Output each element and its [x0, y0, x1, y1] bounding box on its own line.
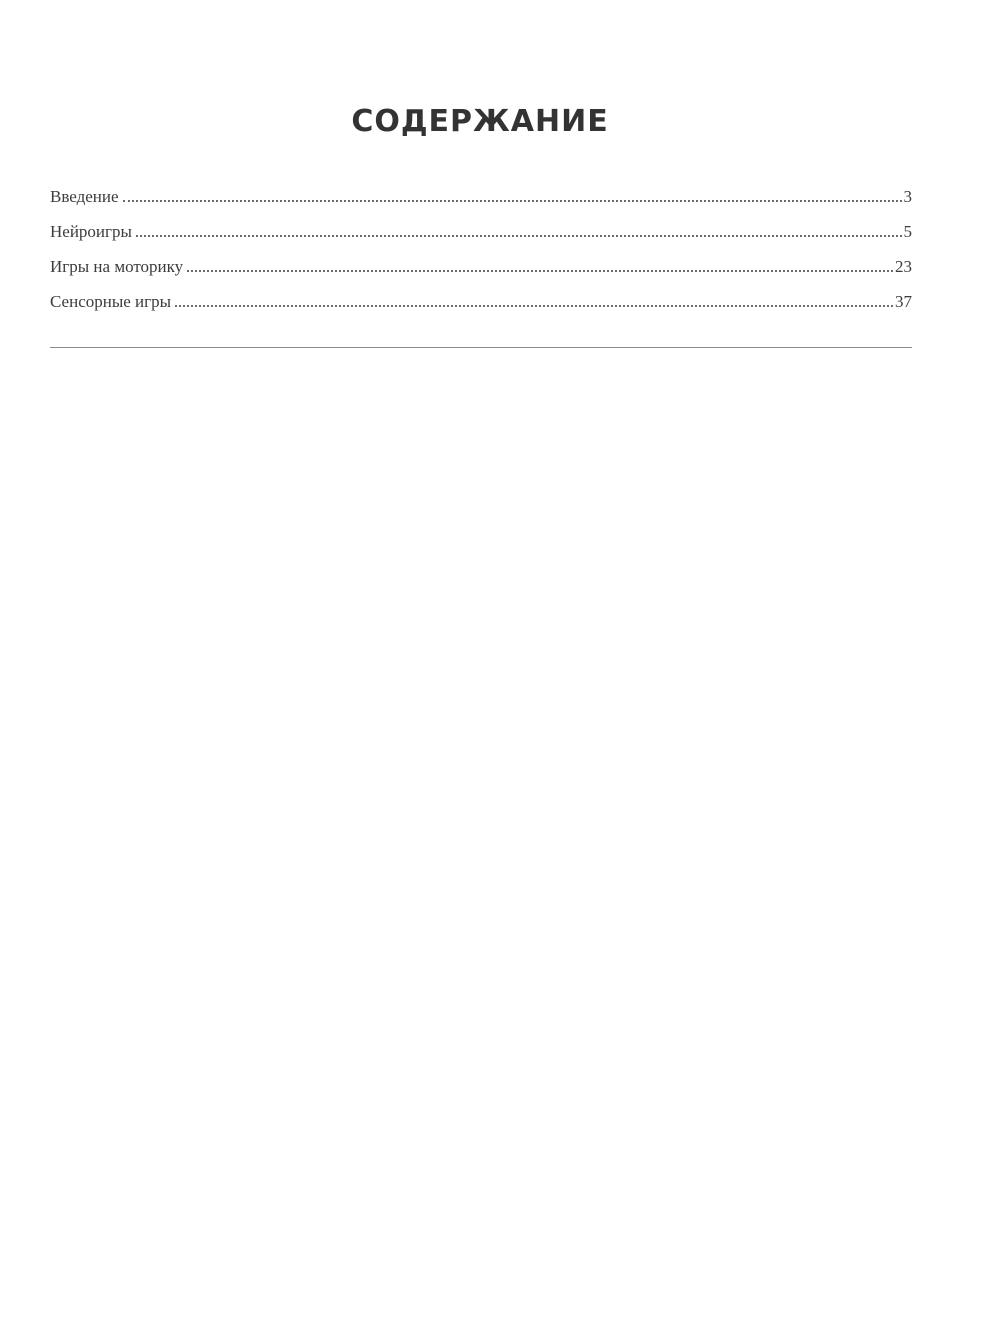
horizontal-rule [50, 347, 912, 348]
toc-entry-introduction[interactable] [50, 184, 912, 219]
toc-entry-motor-games[interactable] [50, 254, 912, 289]
dot-leader [175, 305, 893, 307]
dot-leader [123, 200, 902, 202]
toc-entry-page-number: 5 [903, 222, 912, 241]
table-of-contents [50, 184, 912, 324]
dot-leader [187, 270, 893, 272]
toc-entry-label: Введение [50, 187, 119, 206]
toc-entry-neurogames[interactable] [50, 219, 912, 254]
toc-title: СОДЕРЖАНИЕ [351, 104, 609, 139]
toc-entry-label: Игры на моторику [50, 257, 184, 276]
toc-entry-page-number: 37 [895, 292, 912, 311]
toc-entry-page-number: 3 [903, 187, 912, 206]
toc-entry-sensory-games[interactable] [50, 289, 912, 324]
toc-entry-page-number: 23 [895, 257, 912, 276]
toc-entry-label: Сенсорные игры [50, 292, 172, 311]
dot-leader [136, 235, 902, 237]
toc-entry-label: Нейроигры [50, 222, 132, 241]
